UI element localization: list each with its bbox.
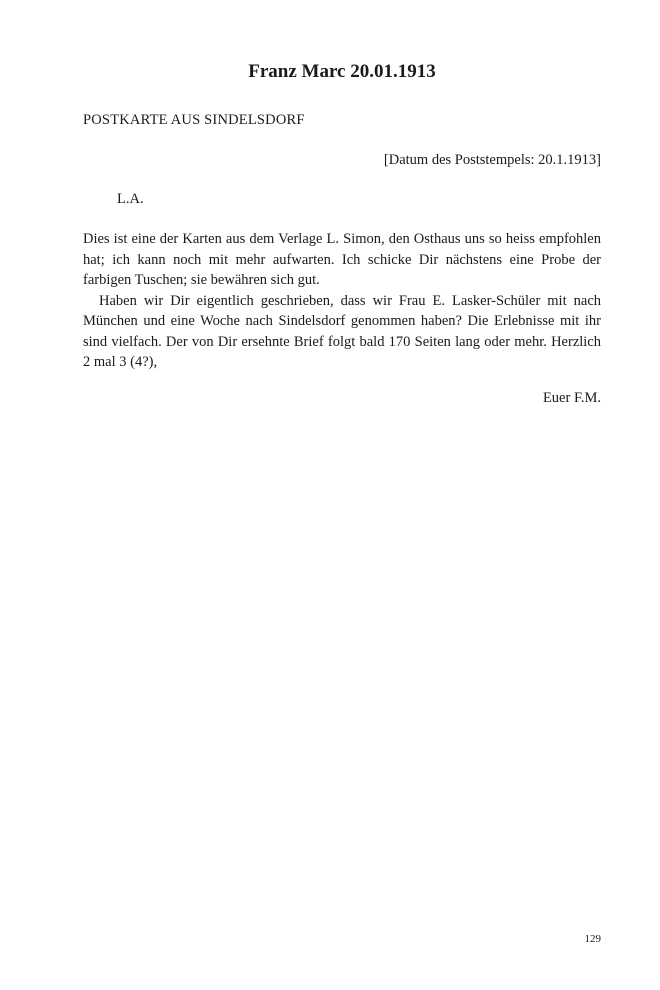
page-title: Franz Marc 20.01.1913 [248, 61, 436, 82]
paragraph: Haben wir Dir eigentlich geschrieben, dass wir Frau E. Lasker-Schüler mit nach München und eine Woche nach Sindelsdorf genommen haben? Die Erlebnisse mit ihr sind vielfach. Der von Dir ersehnte Brief folgt bald 170 Seiten lang oder mehr. Herzlich 2 mal 3 (4?), [83, 292, 601, 370]
letter-body [83, 229, 601, 373]
document-page [83, 0, 601, 990]
paragraph: Dies ist eine der Karten aus dem Verlage L. Simon, den Osthaus uns so heiss empfohlen hat; ich kann noch mit mehr aufwarten. Ich schicke Dir nächstens eine Probe der farbigen Tuschen; sie bewähren sich gut. [83, 231, 601, 288]
page-number: 129 [584, 933, 601, 945]
postmark-date-note: [Datum des Poststempels: 20.1.1913] [383, 152, 601, 168]
salutation: L.A. [117, 191, 144, 207]
section-heading: POSTKARTE AUS SINDELSDORF [83, 112, 305, 128]
closing-signature: Euer F.M. [542, 390, 601, 406]
